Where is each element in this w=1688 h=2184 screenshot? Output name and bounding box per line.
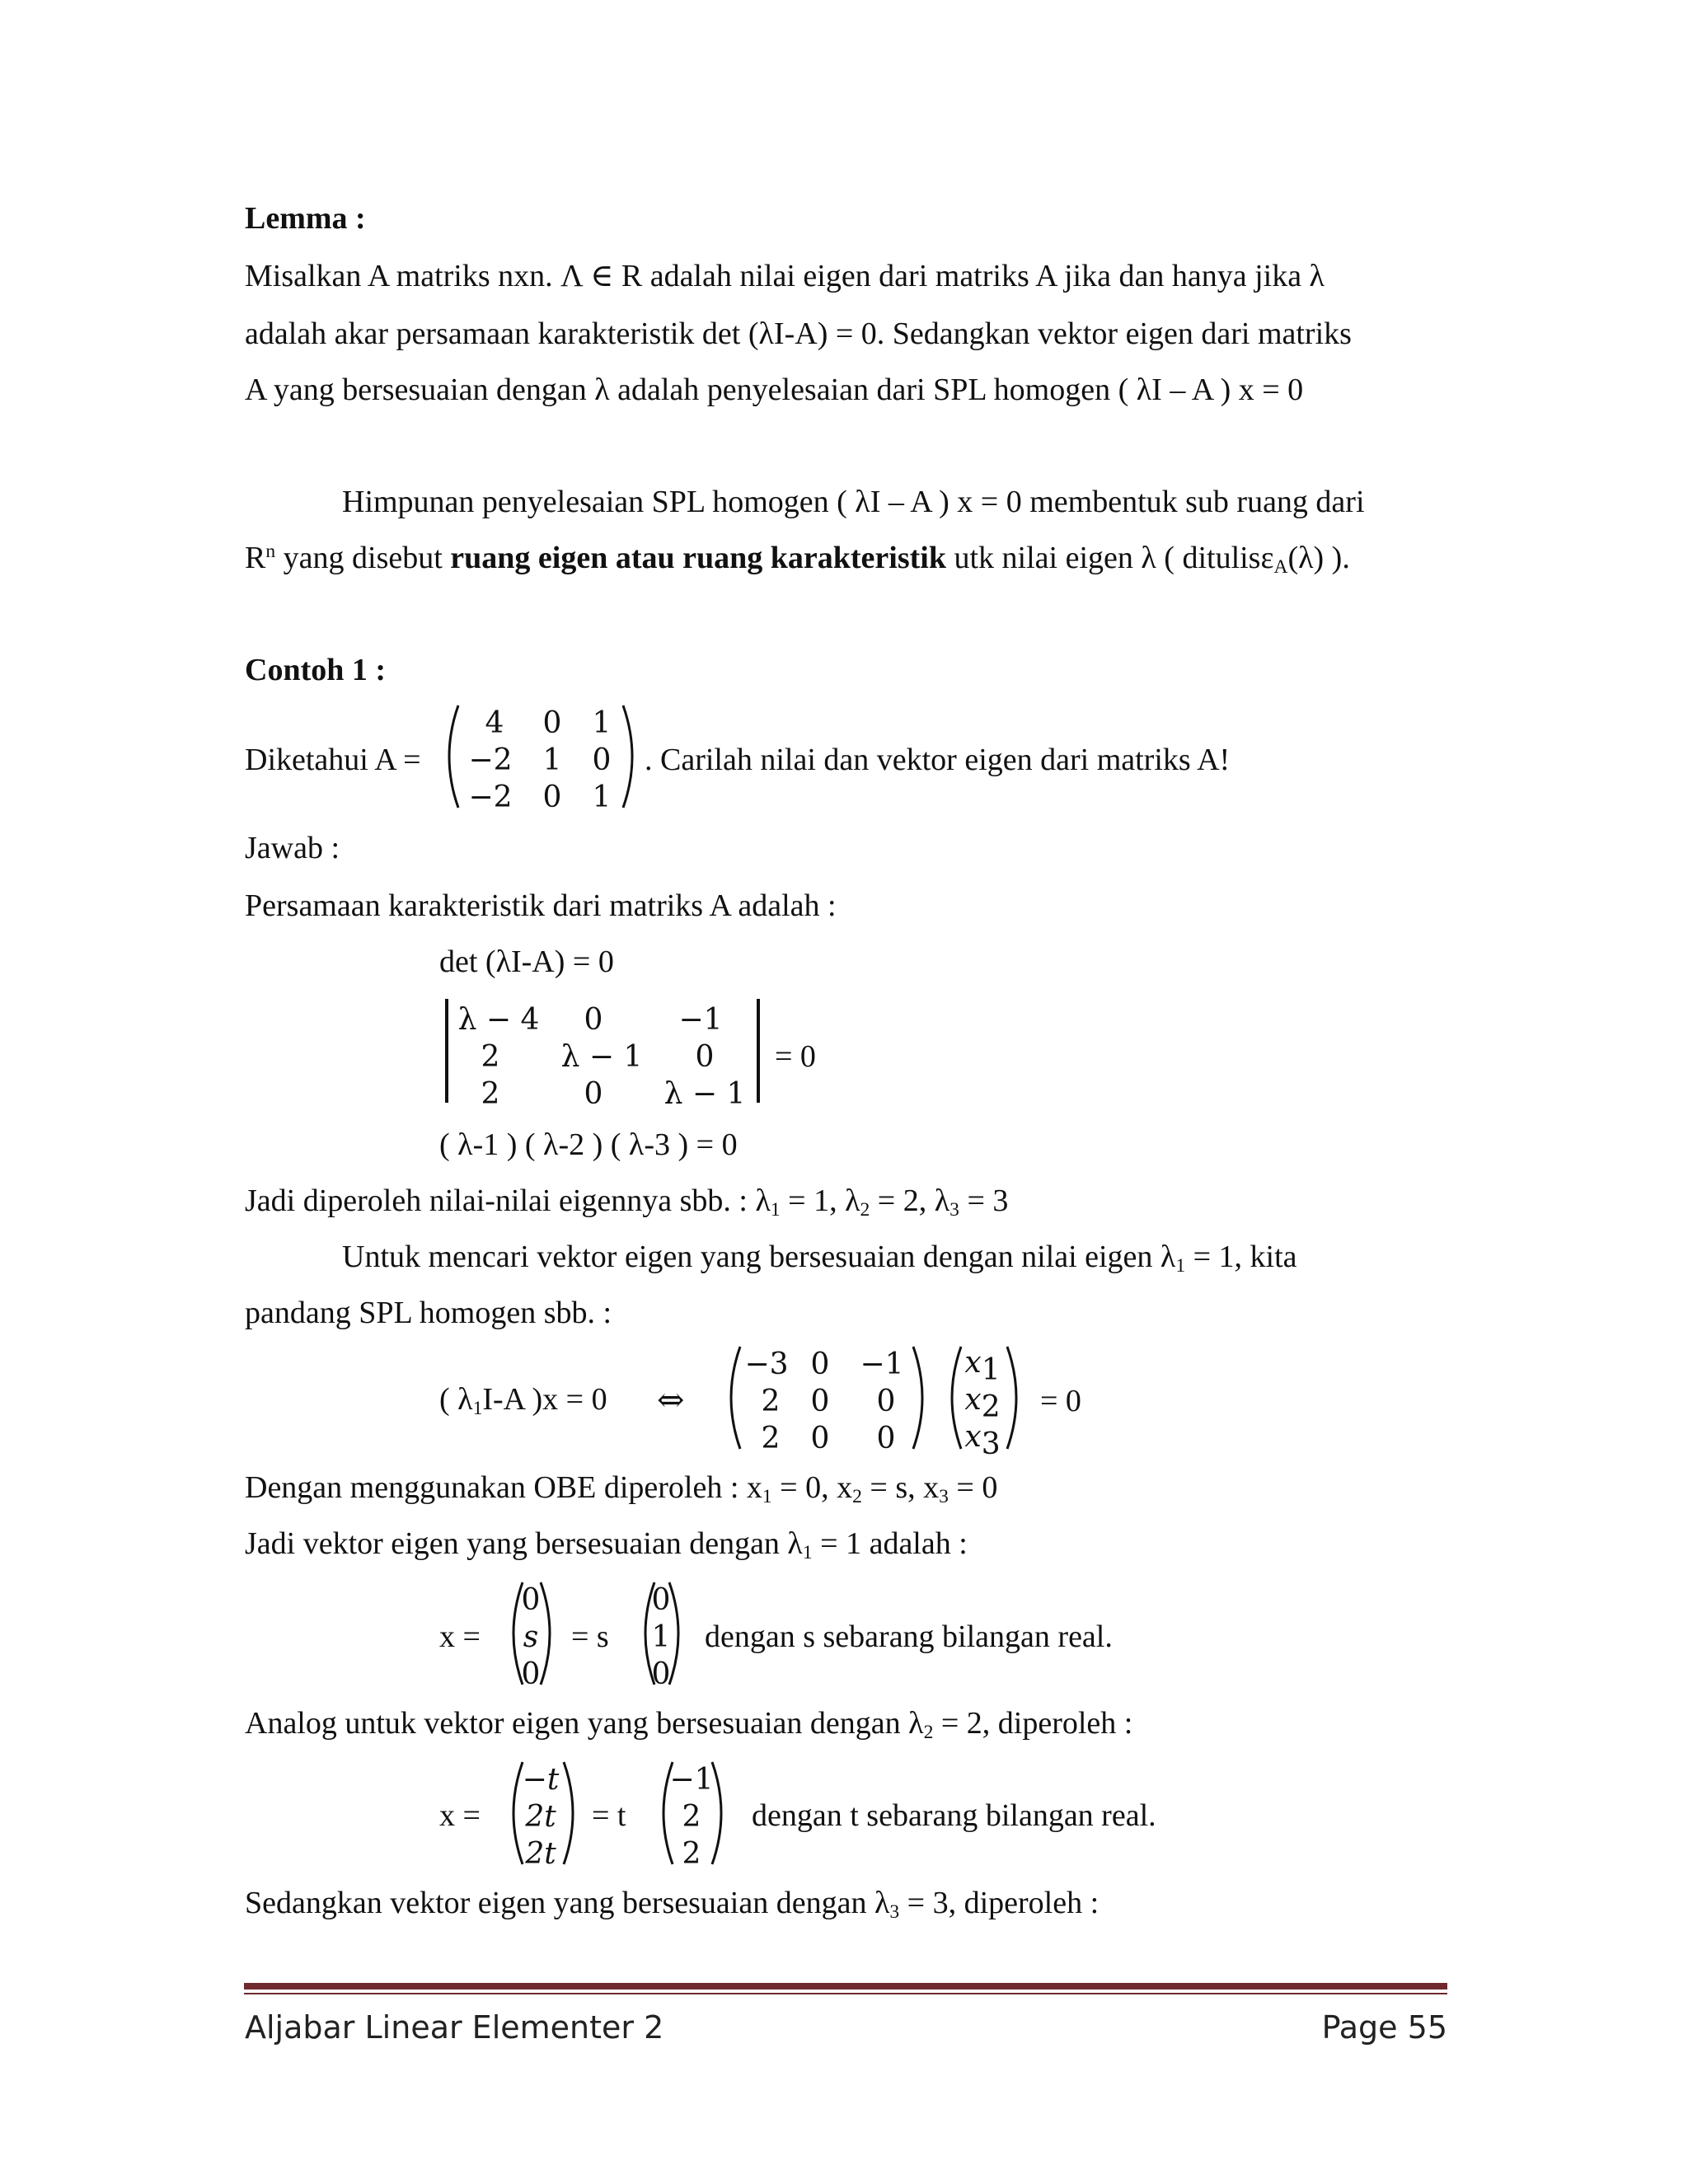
x2-subscript: 2 xyxy=(981,1390,1001,1424)
det-cell: λ − 1 xyxy=(663,1077,746,1111)
eigenvalue-3: = 3 xyxy=(967,1183,1009,1218)
eigenvalue-subscript: 3 xyxy=(950,1198,959,1221)
spl-lhs xyxy=(439,1384,607,1418)
step1-text: Untuk mencari vektor eigen yang bersesuaian dengan nilai eigen λ xyxy=(342,1240,1176,1274)
footer-rule-thin xyxy=(244,1993,1447,1994)
eigenvalue-1: = 1, λ xyxy=(788,1183,860,1218)
iff-symbol: ⇔ xyxy=(657,1381,685,1419)
obe-subscript: 2 xyxy=(852,1485,862,1507)
vec2-left-cell: −t xyxy=(522,1763,560,1797)
obe-subscript: 1 xyxy=(762,1485,772,1507)
vec1-intro-subscript: 1 xyxy=(802,1541,813,1563)
analog-text: Analog untuk vektor eigen yang bersesuaian dengan λ xyxy=(245,1706,924,1741)
r-symbol: R xyxy=(245,541,266,575)
det-cell: λ − 4 xyxy=(457,1003,540,1037)
vec2-left-cell: 2t xyxy=(525,1837,556,1871)
vec1-right-cell: 0 xyxy=(651,1657,671,1691)
vec2-x-eq: x = xyxy=(439,1798,481,1833)
vec1-intro-text: Jadi vektor eigen yang bersesuaian dengan λ xyxy=(245,1526,803,1561)
spl-vector-cell xyxy=(958,1422,1007,1460)
eigenspace-line-2 xyxy=(245,542,1350,577)
vec1-eq-s: = s xyxy=(571,1619,609,1654)
spl-subscript: 1 xyxy=(472,1397,483,1419)
vec2-right-paren-b xyxy=(709,1760,734,1866)
matrix-a-cell: −2 xyxy=(468,743,513,777)
obe-text-d: = 0 xyxy=(956,1470,998,1505)
step1-subscript: 1 xyxy=(1175,1254,1186,1277)
matrix-a-cell: 0 xyxy=(542,706,562,740)
x3-subscript: 3 xyxy=(981,1427,1001,1461)
lemma-line-3: A yang bersesuaian dengan λ adalah penyelesaian dari SPL homogen ( λI – A ) x = 0 xyxy=(245,373,1304,407)
det-cell: 2 xyxy=(481,1077,500,1111)
det-cell: 0 xyxy=(695,1040,715,1074)
spl-lhs-a: ( λ xyxy=(439,1382,473,1417)
eigenvalue-2: = 2, λ xyxy=(877,1183,950,1218)
spl-matrix-cell: 0 xyxy=(810,1347,830,1381)
eigenspace-text-a: yang disebut xyxy=(275,541,451,575)
matrix-a-cell: 0 xyxy=(592,743,612,777)
det-cell: λ − 1 xyxy=(560,1040,643,1074)
answer-label: Jawab : xyxy=(245,831,340,865)
matrix-a-cell: −2 xyxy=(468,780,513,814)
x1-subscript: 1 xyxy=(981,1353,1001,1387)
spl-rhs: = 0 xyxy=(1040,1384,1081,1418)
lemma-title: Lemma : xyxy=(245,201,366,236)
eigenspace-text-c: (λ) ). xyxy=(1287,541,1350,575)
vec1-intro xyxy=(245,1528,968,1563)
spl-vector-right-paren xyxy=(1004,1345,1029,1451)
spl-matrix-cell: −1 xyxy=(860,1347,904,1381)
given-suffix: . Carilah nilai dan vektor eigen dari matriks A! xyxy=(645,743,1231,777)
step1-text-end: = 1, kita xyxy=(1193,1240,1297,1274)
matrix-a-cell: 4 xyxy=(485,706,504,740)
lemma-line-2: adalah akar persamaan karakteristik det (λI-A) = 0. Sedangkan vektor eigen dari matriks xyxy=(245,316,1352,351)
obe-text-c: = s, x xyxy=(870,1470,940,1505)
x3-variable: x xyxy=(964,1420,982,1454)
vec1-intro-end: = 1 adalah : xyxy=(820,1526,968,1561)
spl-lhs-b: I-A )x = 0 xyxy=(482,1382,607,1417)
last-subscript: 3 xyxy=(889,1900,900,1923)
step1-line-2: pandang SPL homogen sbb. : xyxy=(245,1296,612,1330)
det-equation: det (λI-A) = 0 xyxy=(439,944,614,979)
vec2-eq-t: = t xyxy=(592,1798,626,1833)
x1-variable: x xyxy=(964,1346,982,1380)
vec2-right-cell: 2 xyxy=(682,1800,701,1834)
vec2-right-paren-a xyxy=(560,1760,585,1866)
vec1-right-paren-a xyxy=(537,1581,562,1686)
analog-subscript: 2 xyxy=(923,1721,934,1743)
x2-variable: x xyxy=(964,1383,982,1417)
obe-subscript: 3 xyxy=(939,1485,949,1507)
spl-matrix-cell: 2 xyxy=(761,1385,781,1418)
vec2-right-cell: 2 xyxy=(682,1837,701,1871)
eigenvalue-subscript: 1 xyxy=(770,1198,781,1221)
example-title: Contoh 1 : xyxy=(245,653,387,687)
r-superscript: n xyxy=(265,541,276,563)
vec1-right-paren-b xyxy=(666,1581,691,1686)
det-left-bar xyxy=(445,999,448,1103)
eigenspace-text-b: utk nilai eigen λ ( ditulisε xyxy=(945,541,1274,575)
last-text: Sedangkan vektor eigen yang bersesuaian dengan λ xyxy=(245,1886,890,1920)
vec1-left-cell: s xyxy=(523,1620,539,1654)
vec2-right-cell: −1 xyxy=(669,1763,714,1797)
step1-line-1 xyxy=(342,1241,1297,1276)
det-cell: 0 xyxy=(584,1003,603,1037)
eigenvalue-subscript: 2 xyxy=(860,1198,870,1221)
matrix-a-cell: 1 xyxy=(542,743,562,777)
eigenvalues-line xyxy=(245,1185,1008,1220)
spl-matrix-cell: 0 xyxy=(876,1385,896,1418)
spl-matrix-cell: 0 xyxy=(810,1422,830,1455)
analog-line xyxy=(245,1708,1132,1742)
vec1-right-cell: 1 xyxy=(651,1620,671,1654)
obe-text-a: Dengan menggunakan OBE diperoleh : x xyxy=(245,1470,762,1505)
given-prefix: Diketahui A = xyxy=(245,743,421,777)
vec1-x-eq: x = xyxy=(439,1619,481,1654)
vec1-left-cell: 0 xyxy=(521,1657,541,1691)
vec2-text: dengan t sebarang bilangan real. xyxy=(752,1798,1156,1833)
eigenvalues-text: Jadi diperoleh nilai-nilai eigennya sbb. : λ xyxy=(245,1183,771,1218)
analog-text-end: = 2, diperoleh : xyxy=(940,1706,1133,1741)
det-right-bar xyxy=(757,999,760,1103)
eigenspace-subscript: A xyxy=(1273,555,1288,578)
matrix-a-left-paren xyxy=(437,704,462,809)
matrix-a-cell: 0 xyxy=(542,780,562,814)
obe-line xyxy=(245,1472,997,1507)
spl-matrix-right-paren xyxy=(910,1345,935,1451)
vec1-text: dengan s sebarang bilangan real. xyxy=(705,1619,1113,1654)
matrix-a-cell: 1 xyxy=(592,780,612,814)
spl-matrix-cell: 2 xyxy=(761,1422,781,1455)
vec1-right-cell: 0 xyxy=(651,1583,671,1617)
matrix-a-right-paren xyxy=(620,704,645,809)
spl-matrix-cell: −3 xyxy=(744,1347,789,1381)
vec1-left-cell: 0 xyxy=(521,1583,541,1617)
footer-rule-thick xyxy=(244,1983,1447,1990)
eigenspace-term: ruang eigen atau ruang karakteristik xyxy=(450,541,946,575)
spl-vector-cell xyxy=(958,1348,1007,1385)
spl-matrix-cell: 0 xyxy=(810,1385,830,1418)
obe-text-b: = 0, x xyxy=(780,1470,853,1505)
factored-equation: ( λ-1 ) ( λ-2 ) ( λ-3 ) = 0 xyxy=(439,1127,738,1162)
page-number: Page 55 xyxy=(1321,2009,1447,2046)
det-cell: 0 xyxy=(584,1077,603,1111)
last-line xyxy=(245,1887,1099,1922)
det-cell: 2 xyxy=(481,1040,500,1074)
footer-title: Aljabar Linear Elementer 2 xyxy=(245,2009,664,2046)
det-cell: −1 xyxy=(678,1003,723,1037)
det-rhs: = 0 xyxy=(775,1039,816,1074)
spl-vector-cell xyxy=(958,1385,1007,1422)
char-eq-intro: Persamaan karakteristik dari matriks A adalah : xyxy=(245,888,837,923)
eigenspace-line-1: Himpunan penyelesaian SPL homogen ( λI – A ) x = 0 membentuk sub ruang dari xyxy=(342,485,1365,519)
last-text-end: = 3, diperoleh : xyxy=(907,1886,1100,1920)
matrix-a-cell: 1 xyxy=(592,706,612,740)
spl-matrix-cell: 0 xyxy=(876,1422,896,1455)
vec2-left-cell: 2t xyxy=(525,1800,556,1834)
lemma-line-1: Misalkan A matriks nxn. Λ ∈ R adalah nilai eigen dari matriks A jika dan hanya jika λ xyxy=(245,259,1325,293)
